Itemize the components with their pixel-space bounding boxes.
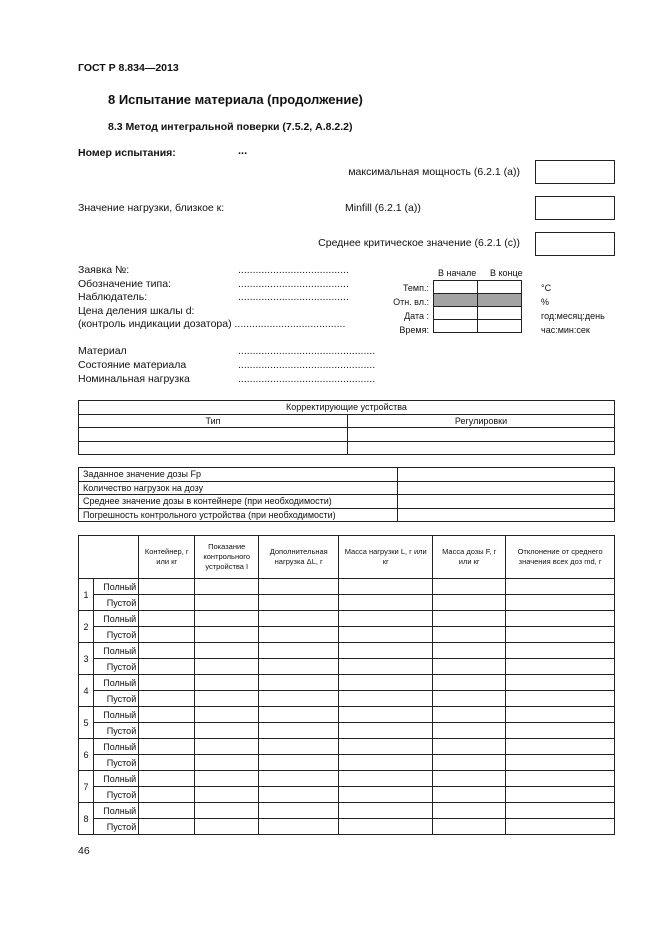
section-title: 8 Испытание материала (продолжение) xyxy=(108,92,363,107)
field-control: (контроль индикации дозатора) ...................................... xyxy=(78,318,346,331)
result-cell[interactable] xyxy=(339,579,433,595)
env-units: °C % год:месяц:день час:мин:сек xyxy=(541,283,605,335)
row-state: Пустой xyxy=(94,787,139,803)
result-cell[interactable] xyxy=(506,595,615,611)
result-cell[interactable] xyxy=(259,611,339,627)
dose-setpoint: Заданное значение дозы Fp xyxy=(79,468,398,482)
result-cell[interactable] xyxy=(339,819,433,835)
test-number: 8 xyxy=(79,803,94,835)
result-cell[interactable] xyxy=(433,819,506,835)
result-cell[interactable] xyxy=(139,739,195,755)
date-start[interactable] xyxy=(434,307,478,320)
result-cell[interactable] xyxy=(339,723,433,739)
result-cell[interactable] xyxy=(339,691,433,707)
time-start[interactable] xyxy=(434,320,478,333)
mean-dose: Среднее значение дозы в контейнере (при необходимости) xyxy=(79,495,398,509)
result-cell[interactable] xyxy=(139,579,195,595)
result-cell[interactable] xyxy=(195,787,259,803)
col-deviation: Отклонение от среднего значения всех доз md, г xyxy=(506,536,615,579)
result-cell[interactable] xyxy=(195,675,259,691)
result-cell[interactable] xyxy=(139,755,195,771)
result-cell[interactable] xyxy=(506,723,615,739)
test-number: 7 xyxy=(79,771,94,803)
row-state: Полный xyxy=(94,579,139,595)
result-cell[interactable] xyxy=(433,755,506,771)
result-cell[interactable] xyxy=(506,787,615,803)
row-state: Пустой xyxy=(94,723,139,739)
result-cell[interactable] xyxy=(339,803,433,819)
result-cell[interactable] xyxy=(195,819,259,835)
result-cell[interactable] xyxy=(259,643,339,659)
page-number: 46 xyxy=(78,845,90,857)
result-cell[interactable] xyxy=(339,643,433,659)
result-cell[interactable] xyxy=(259,675,339,691)
result-cell[interactable] xyxy=(139,595,195,611)
date-end[interactable] xyxy=(478,307,522,320)
test-number: 1 xyxy=(79,579,94,611)
result-cell[interactable] xyxy=(433,707,506,723)
result-cell[interactable] xyxy=(195,739,259,755)
temp-start[interactable] xyxy=(434,281,478,294)
result-row-full xyxy=(79,675,615,691)
col-adjust: Регулировки xyxy=(348,414,615,428)
result-cell[interactable] xyxy=(506,627,615,643)
result-cell[interactable] xyxy=(506,803,615,819)
result-cell[interactable] xyxy=(339,707,433,723)
result-cell[interactable] xyxy=(506,739,615,755)
environment-table xyxy=(433,280,522,333)
result-cell[interactable] xyxy=(339,627,433,643)
env-col-end: В конце xyxy=(490,268,523,278)
row-state: Полный xyxy=(94,803,139,819)
row-state: Полный xyxy=(94,707,139,723)
result-cell[interactable] xyxy=(339,611,433,627)
result-cell[interactable] xyxy=(139,771,195,787)
col-dose-mass: Масса дозы F, г или кг xyxy=(433,536,506,579)
result-cell[interactable] xyxy=(259,803,339,819)
result-cell[interactable] xyxy=(433,627,506,643)
result-cell[interactable] xyxy=(139,691,195,707)
field-observer: Наблюдатель: ...................................... xyxy=(78,291,349,304)
loads-per-dose: Количество нагрузок на дозу xyxy=(79,481,398,495)
result-cell[interactable] xyxy=(259,755,339,771)
col-indication: Показание контрольного устройства I xyxy=(195,536,259,579)
result-cell[interactable] xyxy=(433,611,506,627)
result-cell[interactable] xyxy=(139,803,195,819)
result-cell[interactable] xyxy=(195,803,259,819)
row-state: Полный xyxy=(94,771,139,787)
result-cell[interactable] xyxy=(339,771,433,787)
result-cell[interactable] xyxy=(259,579,339,595)
result-cell[interactable] xyxy=(506,691,615,707)
result-row-full xyxy=(79,707,615,723)
result-cell[interactable] xyxy=(139,675,195,691)
max-power-label: максимальная мощность (6.2.1 (a)) xyxy=(348,166,520,178)
result-row-empty xyxy=(79,755,615,771)
result-cell[interactable] xyxy=(506,611,615,627)
result-cell[interactable] xyxy=(259,707,339,723)
result-cell[interactable] xyxy=(433,771,506,787)
result-cell[interactable] xyxy=(259,819,339,835)
result-cell[interactable] xyxy=(433,691,506,707)
field-request: Заявка №: ...................................... xyxy=(78,264,349,276)
result-cell[interactable] xyxy=(195,691,259,707)
result-cell[interactable] xyxy=(506,579,615,595)
result-cell[interactable] xyxy=(139,627,195,643)
material-fields xyxy=(78,345,376,386)
result-cell[interactable] xyxy=(433,739,506,755)
row-state: Полный xyxy=(94,675,139,691)
result-cell[interactable] xyxy=(433,803,506,819)
col-load-mass: Масса нагрузки L, г или кг xyxy=(339,536,433,579)
result-cell[interactable] xyxy=(506,675,615,691)
result-cell[interactable] xyxy=(506,819,615,835)
humidity-end[interactable] xyxy=(478,294,522,307)
result-cell[interactable] xyxy=(339,659,433,675)
col-additional-load: Дополнительная нагрузка ΔL, г xyxy=(259,536,339,579)
field-type: Обозначение типа: ...................................... xyxy=(78,277,349,290)
result-cell[interactable] xyxy=(195,627,259,643)
result-cell[interactable] xyxy=(339,787,433,803)
test-number: 2 xyxy=(79,611,94,643)
result-cell[interactable] xyxy=(139,643,195,659)
row-state: Полный xyxy=(94,739,139,755)
result-row-empty xyxy=(79,659,615,675)
result-row-empty xyxy=(79,787,615,803)
result-cell[interactable] xyxy=(259,627,339,643)
result-cell[interactable] xyxy=(195,643,259,659)
result-cell[interactable] xyxy=(433,595,506,611)
result-cell[interactable] xyxy=(259,659,339,675)
result-cell[interactable] xyxy=(506,771,615,787)
test-number: 3 xyxy=(79,643,94,675)
result-cell[interactable] xyxy=(259,739,339,755)
result-row-empty xyxy=(79,819,615,835)
dose-table xyxy=(78,467,615,522)
load-label: Значение нагрузки, близкое к: xyxy=(78,202,225,214)
result-cell[interactable] xyxy=(433,787,506,803)
row-state: Полный xyxy=(94,643,139,659)
critical-field[interactable] xyxy=(535,232,615,256)
result-row-empty xyxy=(79,723,615,739)
result-cell[interactable] xyxy=(139,787,195,803)
result-cell[interactable] xyxy=(339,739,433,755)
row-state: Пустой xyxy=(94,755,139,771)
result-cell[interactable] xyxy=(433,723,506,739)
info-fields xyxy=(78,264,349,332)
subsection-title: 8.3 Метод интегральной поверки (7.5.2, А.8.2.2) xyxy=(108,121,353,133)
result-cell[interactable] xyxy=(506,659,615,675)
humidity-start[interactable] xyxy=(434,294,478,307)
env-labels: Темп.: Отн. вл.: Дата : Время: xyxy=(393,283,429,335)
row-state: Пустой xyxy=(94,819,139,835)
result-cell[interactable] xyxy=(195,707,259,723)
result-cell[interactable] xyxy=(195,755,259,771)
result-row-empty xyxy=(79,627,615,643)
result-cell[interactable] xyxy=(139,819,195,835)
result-cell[interactable] xyxy=(139,611,195,627)
temp-end[interactable] xyxy=(478,281,522,294)
test-number-label: Номер испытания: xyxy=(78,147,176,159)
result-row-full xyxy=(79,579,615,595)
row-state: Пустой xyxy=(94,595,139,611)
result-cell[interactable] xyxy=(259,787,339,803)
test-number: 6 xyxy=(79,739,94,771)
field-nominal-load: Номинальная нагрузка ............................................... xyxy=(78,372,376,385)
test-number: 4 xyxy=(79,675,94,707)
correcting-title: Корректирующие устройства xyxy=(79,401,615,415)
result-cell[interactable] xyxy=(139,723,195,739)
field-material-state: Состояние материала ............................................... xyxy=(78,358,376,371)
result-cell[interactable] xyxy=(195,771,259,787)
results-table xyxy=(78,535,615,835)
result-cell[interactable] xyxy=(259,595,339,611)
result-cell[interactable] xyxy=(195,611,259,627)
env-col-start: В начале xyxy=(438,268,477,278)
result-row-full xyxy=(79,771,615,787)
result-cell[interactable] xyxy=(339,595,433,611)
result-row-full xyxy=(79,803,615,819)
result-cell[interactable] xyxy=(139,659,195,675)
result-cell[interactable] xyxy=(195,595,259,611)
col-type: Тип xyxy=(79,414,348,428)
result-cell[interactable] xyxy=(506,707,615,723)
result-cell[interactable] xyxy=(433,579,506,595)
correcting-devices-table xyxy=(78,400,615,455)
result-row-empty xyxy=(79,595,615,611)
row-state: Пустой xyxy=(94,627,139,643)
result-cell[interactable] xyxy=(195,579,259,595)
time-end[interactable] xyxy=(478,320,522,333)
test-number: 5 xyxy=(79,707,94,739)
max-power-field[interactable] xyxy=(535,160,615,184)
minfill-label: Minfill (6.2.1 (a)) xyxy=(345,202,421,214)
field-material: Материал ............................................... xyxy=(78,345,376,357)
result-cell[interactable] xyxy=(433,675,506,691)
test-number-value: ... xyxy=(238,145,248,157)
result-cell[interactable] xyxy=(339,755,433,771)
result-row-full xyxy=(79,739,615,755)
minfill-field[interactable] xyxy=(535,196,615,220)
result-row-full xyxy=(79,611,615,627)
result-cell[interactable] xyxy=(195,659,259,675)
result-cell[interactable] xyxy=(195,723,259,739)
result-cell[interactable] xyxy=(139,707,195,723)
row-state: Полный xyxy=(94,611,139,627)
row-state: Пустой xyxy=(94,659,139,675)
result-cell[interactable] xyxy=(506,643,615,659)
result-cell[interactable] xyxy=(259,771,339,787)
row-state: Пустой xyxy=(94,691,139,707)
result-cell[interactable] xyxy=(506,755,615,771)
document-header: ГОСТ Р 8.834—2013 xyxy=(78,62,179,74)
result-cell[interactable] xyxy=(433,659,506,675)
result-cell[interactable] xyxy=(259,723,339,739)
critical-label: Среднее критическое значение (6.2.1 (c)) xyxy=(318,237,520,249)
field-scale: Цена деления шкалы d: xyxy=(78,304,195,317)
result-row-empty xyxy=(79,691,615,707)
control-error: Погрешность контрольного устройства (при необходимости) xyxy=(79,508,398,522)
result-row-full xyxy=(79,643,615,659)
result-cell[interactable] xyxy=(339,675,433,691)
result-cell[interactable] xyxy=(259,691,339,707)
col-container: Контейнер, г или кг xyxy=(139,536,195,579)
result-cell[interactable] xyxy=(433,643,506,659)
